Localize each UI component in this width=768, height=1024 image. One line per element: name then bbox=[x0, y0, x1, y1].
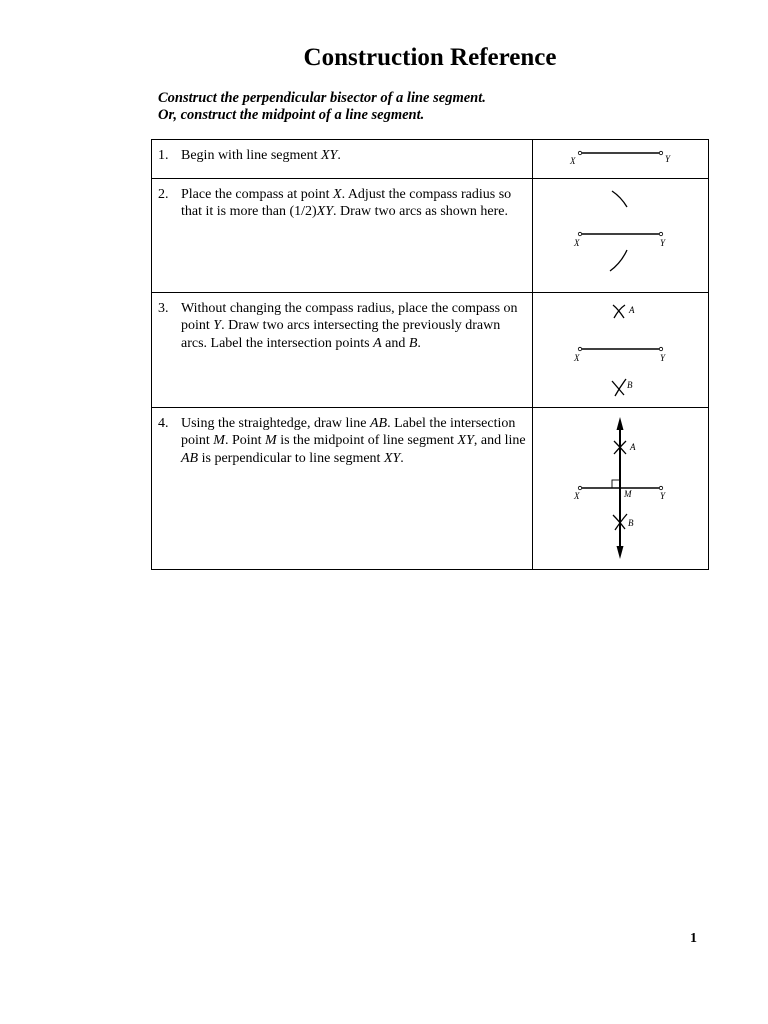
italic-term: B bbox=[408, 335, 418, 351]
text-run: is perpendicular to line segment bbox=[198, 450, 384, 466]
page-title: Construction Reference bbox=[303, 44, 557, 71]
arc-x-lower bbox=[612, 381, 624, 395]
italic-term: A bbox=[373, 335, 382, 351]
text-run: . bbox=[337, 148, 341, 163]
text-run: , and line bbox=[473, 433, 526, 449]
step-text-cell bbox=[152, 408, 533, 570]
label-x: X bbox=[570, 156, 576, 166]
step-row-1 bbox=[152, 140, 709, 179]
text-run: Without changing the compass radius, place the compass on point bbox=[181, 301, 518, 334]
italic-term: XY bbox=[383, 450, 401, 466]
step-row-2 bbox=[152, 179, 709, 293]
label-x: X bbox=[574, 491, 580, 501]
label-y: Y bbox=[660, 491, 666, 501]
italic-term: AB bbox=[181, 450, 199, 466]
label-b: B bbox=[628, 518, 634, 528]
endpoint-y bbox=[659, 347, 662, 350]
text-run: . bbox=[417, 335, 421, 351]
italic-term: XY bbox=[457, 433, 474, 449]
text-run: . Label the intersection point bbox=[181, 416, 516, 449]
text-run: . Adjust the compass radius so that it is more than (1/2) bbox=[181, 187, 512, 220]
step-number: 4. bbox=[158, 416, 169, 431]
label-m: M bbox=[624, 489, 632, 499]
text-run: Place the compass at point bbox=[181, 187, 334, 202]
text-run: and bbox=[381, 335, 409, 351]
figure-perpendicular-bisector bbox=[533, 408, 708, 568]
intro-line-1: Construct the perpendicular bisector of a line segment. bbox=[158, 90, 486, 106]
italic-term: Y bbox=[213, 318, 222, 334]
step-instruction bbox=[181, 186, 526, 221]
label-a: A bbox=[630, 442, 636, 452]
intro-text bbox=[158, 90, 486, 124]
label-x: X bbox=[574, 353, 580, 363]
step-figure-cell bbox=[533, 140, 709, 179]
endpoint-y bbox=[659, 232, 662, 235]
right-angle-marker bbox=[612, 480, 620, 488]
figure-intersections-ab bbox=[533, 293, 708, 406]
text-run: is the midpoint of line segment bbox=[276, 433, 458, 449]
italic-term: M bbox=[213, 433, 225, 449]
text-run: . Point bbox=[224, 433, 266, 449]
arc-lower bbox=[610, 250, 627, 271]
step-number: 1. bbox=[158, 148, 169, 163]
step-text-cell bbox=[152, 179, 533, 293]
page-number: 1 bbox=[690, 931, 697, 946]
step-instruction bbox=[181, 147, 526, 164]
construction-steps-table bbox=[151, 139, 709, 570]
text-run: Begin with line segment bbox=[181, 148, 321, 163]
label-y: Y bbox=[665, 154, 671, 164]
step-row-3 bbox=[152, 293, 709, 408]
step-row-4 bbox=[152, 408, 709, 570]
intro-line-2: Or, construct the midpoint of a line segment. bbox=[158, 107, 425, 123]
text-run: Using the straightedge, draw line bbox=[181, 416, 370, 431]
step-text-cell bbox=[152, 293, 533, 408]
step-instruction bbox=[181, 415, 526, 467]
text-run: . bbox=[400, 450, 404, 466]
figure-segment-xy bbox=[533, 140, 708, 177]
endpoint-y bbox=[659, 486, 662, 489]
italic-term: XY bbox=[320, 148, 338, 163]
italic-term: AB bbox=[369, 416, 388, 431]
endpoint-x bbox=[578, 347, 581, 350]
label-b: B bbox=[627, 380, 633, 390]
step-text-cell bbox=[152, 140, 533, 179]
italic-term: X bbox=[333, 187, 342, 202]
step-instruction bbox=[181, 300, 526, 352]
arc-y-lower bbox=[615, 379, 626, 396]
label-a: A bbox=[629, 305, 635, 315]
endpoint-y bbox=[659, 151, 662, 154]
figure-arcs-from-x bbox=[533, 179, 708, 291]
step-figure-cell bbox=[533, 293, 709, 408]
text-run: . Draw two arcs as shown here. bbox=[333, 204, 508, 220]
arc-upper bbox=[612, 191, 627, 207]
step-figure-cell bbox=[533, 408, 709, 570]
step-figure-cell bbox=[533, 179, 709, 293]
text-run: . Draw two arcs intersecting the previously drawn arcs. Label the intersection points bbox=[181, 318, 501, 351]
endpoint-x bbox=[578, 232, 581, 235]
arrowhead-bottom bbox=[617, 546, 624, 559]
arrowhead-top bbox=[617, 417, 624, 430]
endpoint-x bbox=[578, 151, 581, 154]
italic-term: M bbox=[265, 433, 277, 449]
label-y: Y bbox=[660, 238, 666, 248]
endpoint-x bbox=[578, 486, 581, 489]
step-number: 2. bbox=[158, 187, 169, 202]
step-number: 3. bbox=[158, 301, 169, 316]
label-y: Y bbox=[660, 353, 666, 363]
label-x: X bbox=[574, 238, 580, 248]
italic-term: XY bbox=[316, 204, 334, 220]
